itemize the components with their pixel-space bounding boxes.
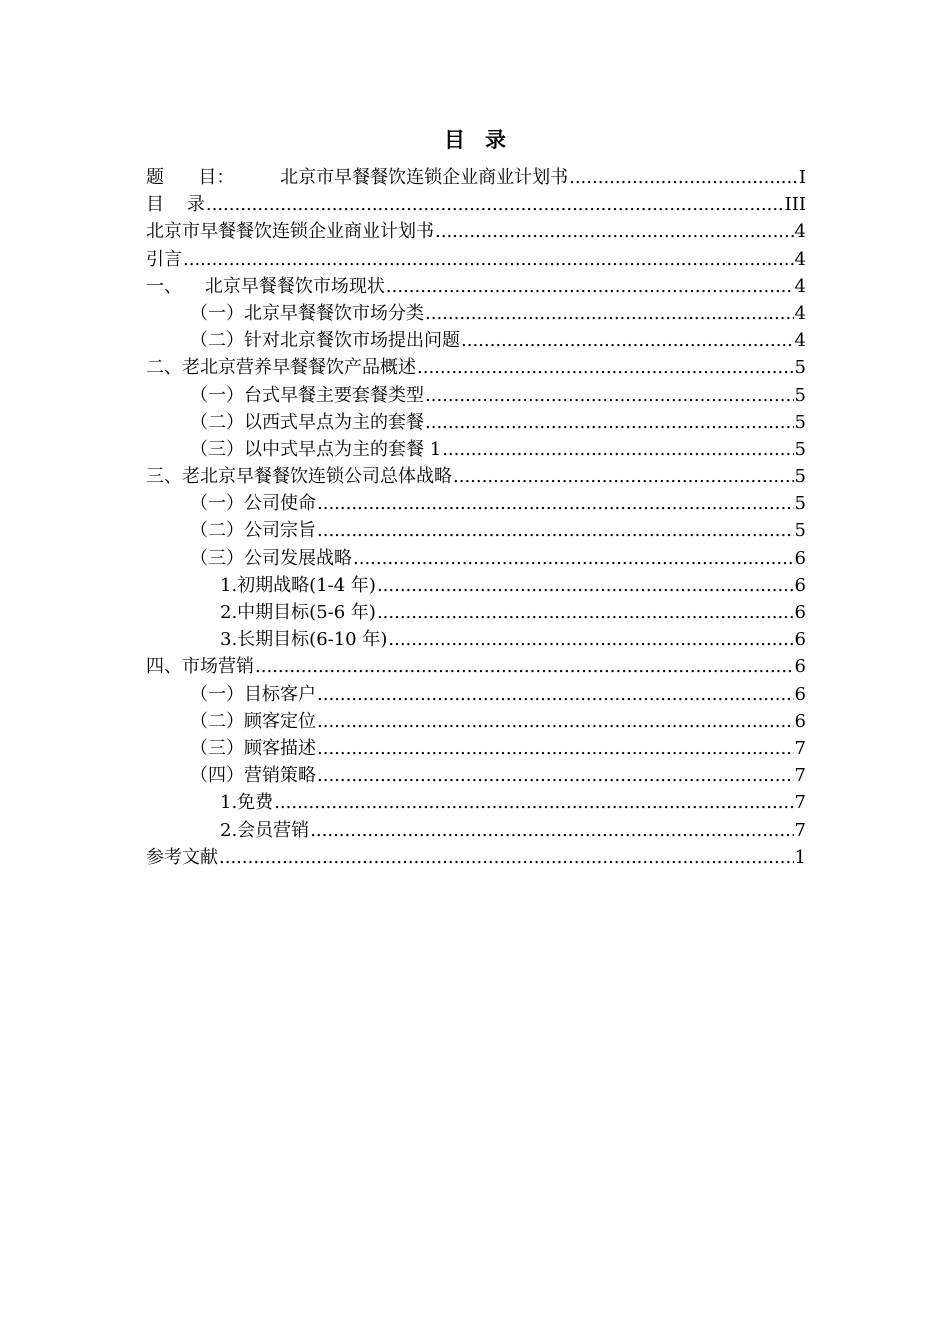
- toc-page-number: 6: [794, 683, 806, 705]
- toc-dot-leader: [417, 354, 794, 381]
- toc-page-number: 5: [794, 357, 806, 379]
- toc-entry[interactable]: [146, 545, 806, 572]
- toc-entry-label: 二、老北京营养早餐餐饮产品概述: [146, 357, 416, 379]
- toc-page-number: 4: [794, 330, 806, 352]
- toc-dot-leader: [442, 436, 793, 463]
- toc-entry-label: 2.中期目标(5-6 年): [220, 602, 376, 623]
- toc-entry[interactable]: [146, 436, 806, 463]
- toc-page-number: 7: [794, 737, 806, 759]
- toc-dot-leader: [317, 517, 794, 544]
- toc-page-number: 5: [794, 438, 806, 460]
- toc-entry-label: 参考文献: [146, 846, 218, 868]
- toc-entry[interactable]: [146, 844, 806, 871]
- toc-entry-label: 3.长期目标(6-10 年): [220, 629, 388, 651]
- toc-page-number: 4: [794, 221, 806, 243]
- toc-entry[interactable]: [146, 490, 806, 517]
- toc-dot-leader: [219, 844, 794, 871]
- toc-entry[interactable]: [146, 354, 806, 381]
- toc-entry-label: （一）目标客户: [190, 683, 316, 705]
- toc-dot-leader: [386, 273, 794, 300]
- toc-entry-label: （二）顾客定位: [190, 710, 316, 732]
- toc-page-number: 5: [794, 520, 806, 542]
- toc-dot-leader: [377, 599, 794, 626]
- toc-entry-label: 目 录: [146, 194, 205, 216]
- toc-page-number: 4: [794, 275, 806, 297]
- toc-entry[interactable]: [146, 708, 806, 735]
- toc-page-number: 6: [794, 574, 806, 596]
- toc-entry[interactable]: [146, 327, 806, 354]
- toc-entry[interactable]: [146, 517, 806, 544]
- toc-page-number: 4: [794, 248, 806, 270]
- toc-entry[interactable]: [146, 273, 806, 300]
- toc-entry-label: 引言: [146, 248, 182, 270]
- toc-entry-label: （二）针对北京餐饮市场提出问题: [190, 330, 460, 352]
- toc-page-number: 1: [794, 846, 806, 868]
- toc-entry[interactable]: [146, 300, 806, 327]
- toc-entry[interactable]: [146, 681, 806, 708]
- toc-entry-label: （二）公司宗旨: [190, 520, 316, 542]
- toc-heading-right: 录: [485, 127, 506, 152]
- toc-dot-leader: [317, 681, 794, 708]
- toc-page-number: 6: [794, 710, 806, 732]
- toc-entry-label: （一）公司使命: [190, 493, 316, 515]
- toc-heading-left: 目: [444, 127, 465, 152]
- toc-entry-label: （三）顾客描述: [190, 737, 316, 759]
- toc-dot-leader: [353, 545, 794, 572]
- toc-entry-label: （一）北京早餐餐饮市场分类: [190, 302, 424, 324]
- toc-entry-label: 北京市早餐餐饮连锁企业商业计划书: [146, 221, 434, 243]
- toc-entry[interactable]: [146, 409, 806, 436]
- table-of-contents: [146, 164, 806, 871]
- toc-entry[interactable]: [146, 817, 806, 844]
- toc-entry-label: 1.初期战略(1-4 年): [220, 574, 376, 596]
- toc-entry[interactable]: [146, 164, 806, 191]
- toc-entry-label: （三）以中式早点为主的套餐 1: [190, 438, 442, 460]
- toc-entry[interactable]: [146, 382, 806, 409]
- toc-entry[interactable]: [146, 653, 806, 680]
- toc-dot-leader: [255, 653, 794, 680]
- toc-entry-label: （四）营销策略: [190, 765, 316, 787]
- toc-entry[interactable]: [146, 762, 806, 789]
- toc-dot-leader: [317, 735, 794, 762]
- toc-dot-leader: [388, 626, 793, 653]
- toc-entry[interactable]: [146, 191, 806, 218]
- toc-entry[interactable]: [146, 735, 806, 762]
- toc-dot-leader: [274, 789, 793, 816]
- toc-entry[interactable]: [146, 789, 806, 816]
- toc-page-number: 5: [794, 493, 806, 515]
- toc-entry[interactable]: [146, 218, 806, 245]
- toc-page-number: 7: [794, 765, 806, 787]
- toc-dot-leader: [435, 218, 794, 245]
- toc-heading: [0, 124, 950, 154]
- toc-page-number: III: [784, 194, 806, 216]
- toc-entry[interactable]: [146, 599, 806, 626]
- toc-page-number: 6: [794, 602, 806, 623]
- toc-page-number: 7: [794, 819, 806, 841]
- toc-entry[interactable]: [146, 246, 806, 273]
- toc-page-number: I: [798, 167, 806, 188]
- toc-dot-leader: [183, 246, 794, 273]
- toc-entry[interactable]: [146, 463, 806, 490]
- toc-page-number: 4: [794, 302, 806, 324]
- toc-entry[interactable]: [146, 572, 806, 599]
- toc-dot-leader: [461, 327, 794, 354]
- toc-entry-label: 1.免费: [220, 792, 274, 814]
- toc-entry-label: 四、市场营销: [146, 656, 254, 678]
- toc-entry-label: 一、 北京早餐餐饮市场现状: [146, 275, 385, 297]
- toc-entry-label: 题 目： 北京市早餐餐饮连锁企业商业计划书: [146, 167, 569, 188]
- toc-dot-leader: [317, 490, 794, 517]
- toc-dot-leader: [377, 572, 794, 599]
- toc-page-number: 5: [794, 384, 806, 406]
- toc-page-number: 5: [794, 466, 806, 488]
- toc-dot-leader: [206, 191, 784, 218]
- toc-page-number: 5: [794, 411, 806, 433]
- toc-entry-label: （二）以西式早点为主的套餐: [190, 411, 424, 433]
- toc-entry[interactable]: [146, 626, 806, 653]
- toc-dot-leader: [310, 817, 793, 844]
- toc-page-number: 7: [794, 792, 806, 814]
- toc-dot-leader: [425, 409, 794, 436]
- toc-dot-leader: [425, 300, 794, 327]
- toc-entry-label: 2.会员营销: [220, 819, 310, 841]
- toc-dot-leader: [425, 382, 794, 409]
- toc-dot-leader: [569, 164, 798, 191]
- toc-page-number: 6: [794, 656, 806, 678]
- toc-dot-leader: [317, 762, 794, 789]
- toc-page-number: 6: [794, 547, 806, 569]
- toc-page-number: 6: [794, 629, 806, 651]
- toc-entry-label: （三）公司发展战略: [190, 547, 352, 569]
- toc-dot-leader: [317, 708, 794, 735]
- toc-entry-label: 三、老北京早餐餐饮连锁公司总体战略: [146, 466, 452, 488]
- toc-entry-label: （一）台式早餐主要套餐类型: [190, 384, 424, 406]
- toc-dot-leader: [453, 463, 794, 490]
